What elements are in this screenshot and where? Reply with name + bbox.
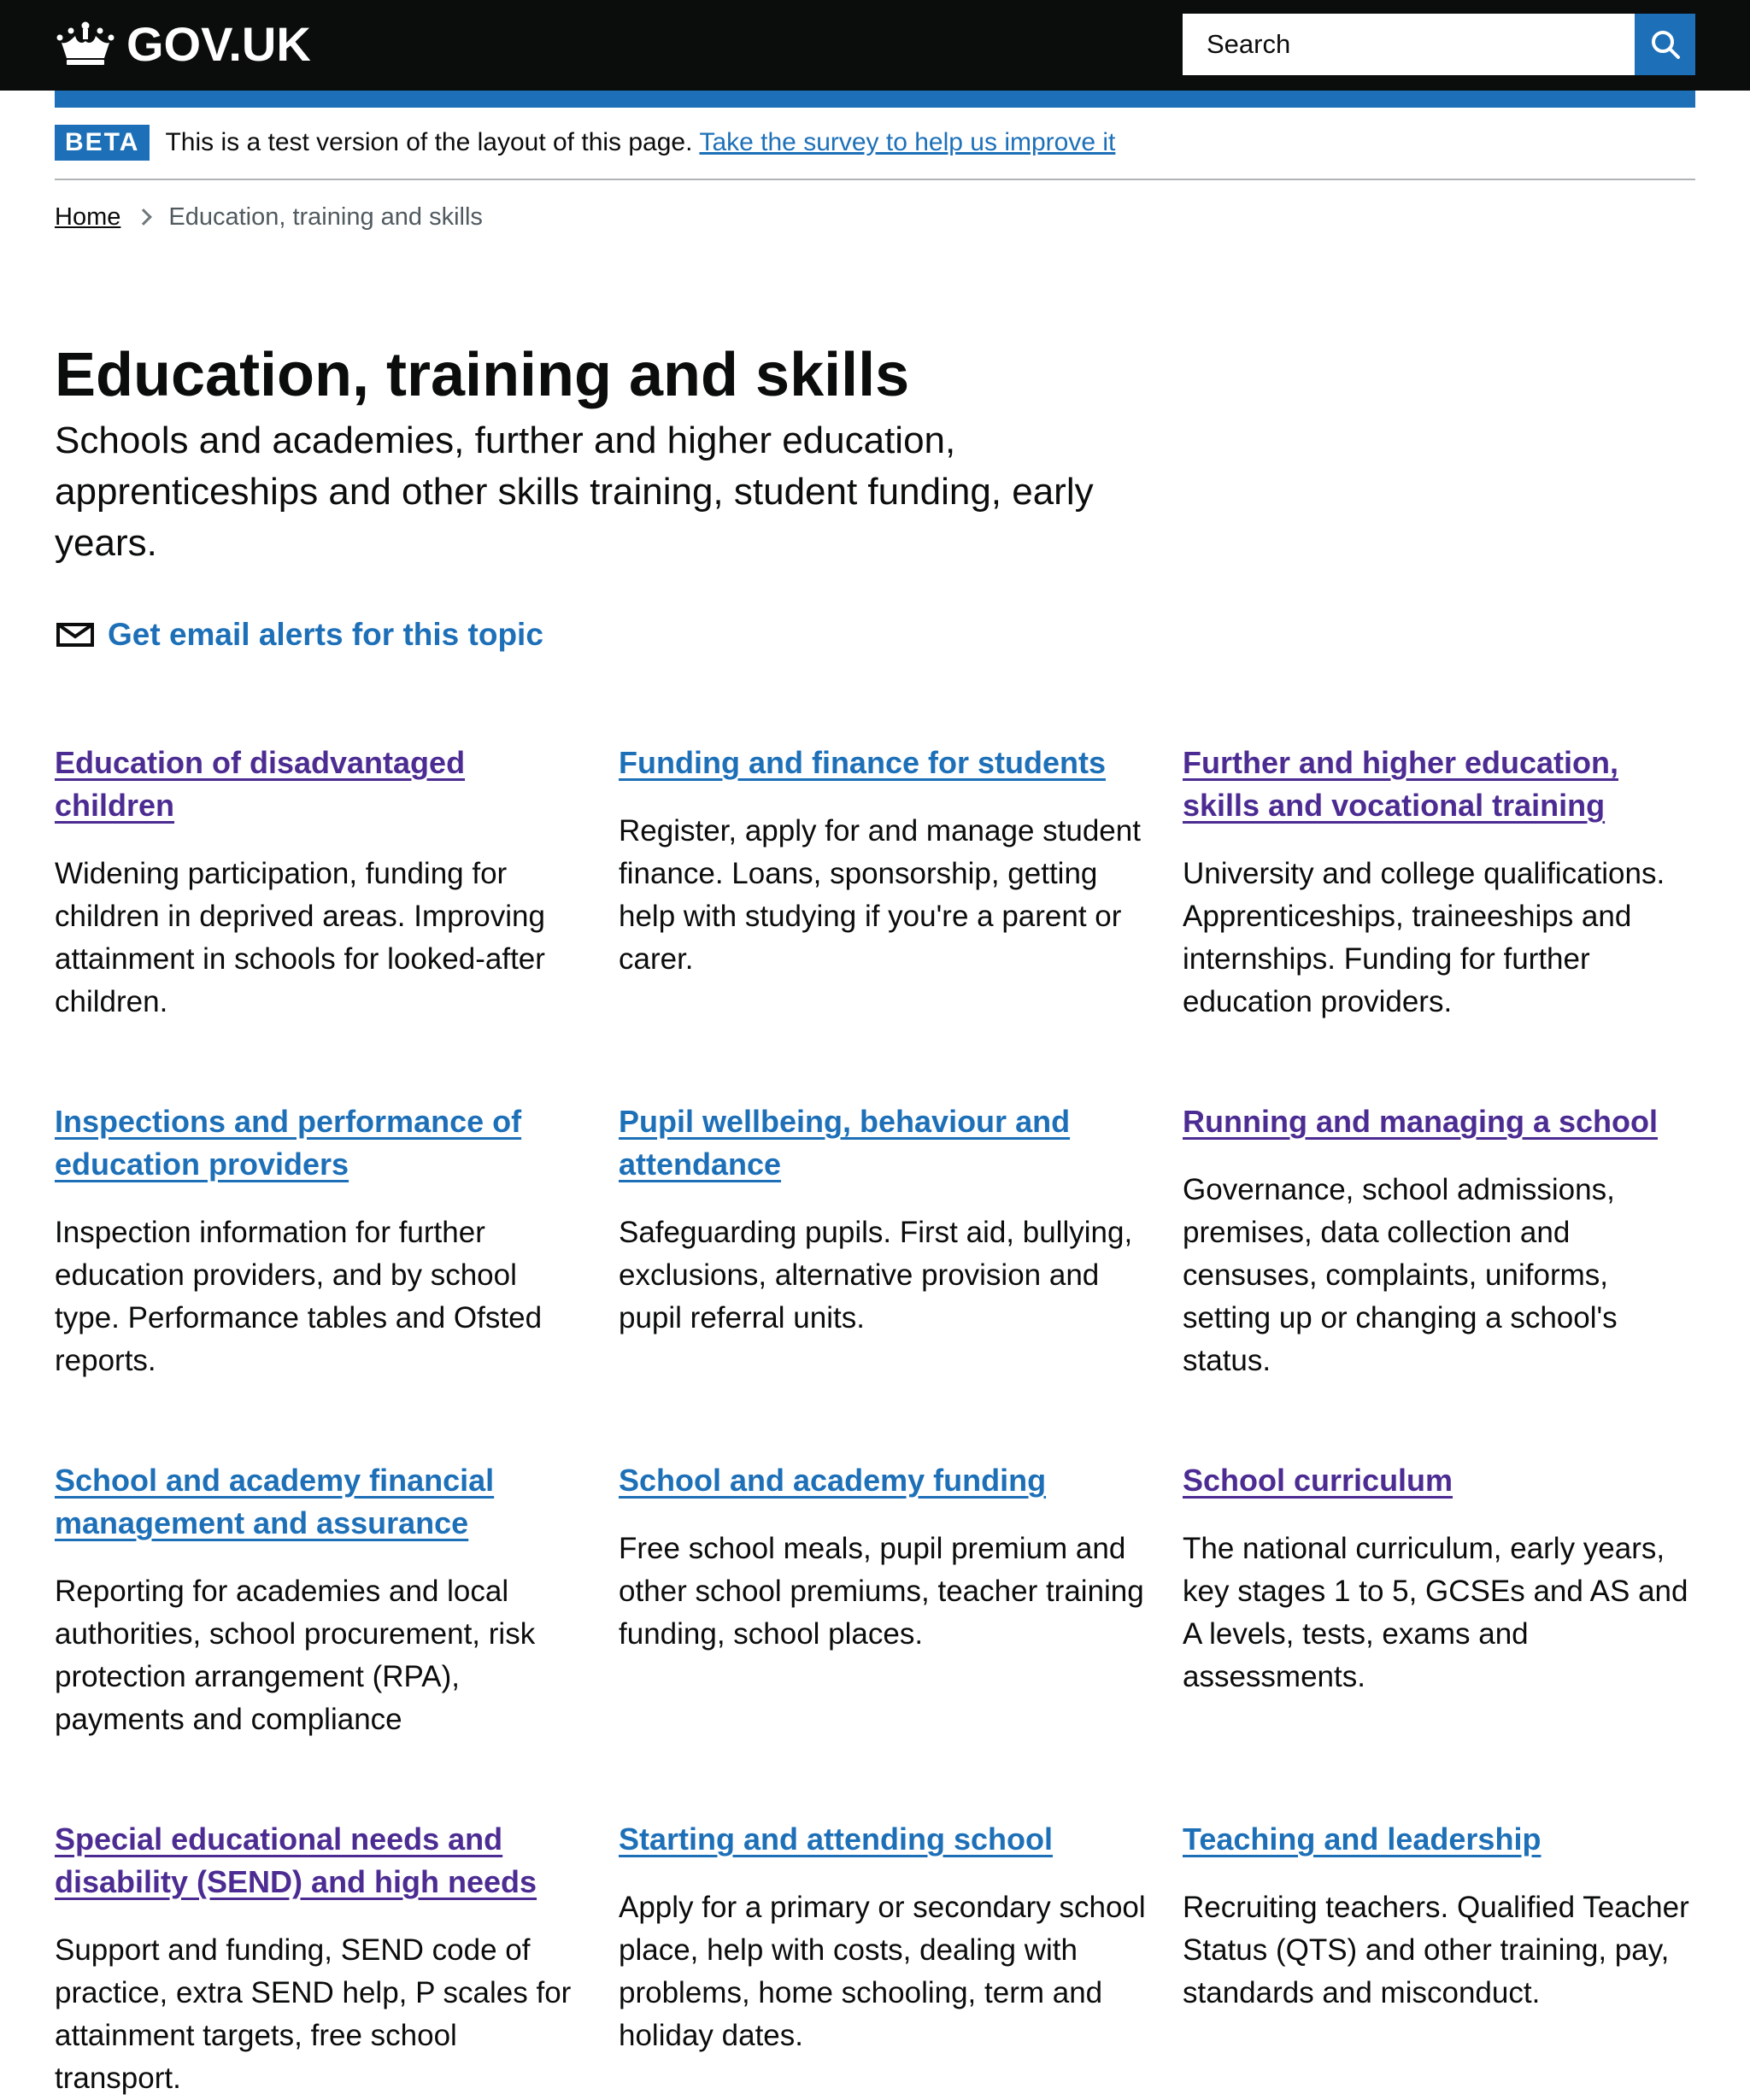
topic-card	[619, 742, 1148, 981]
email-alerts-signup	[55, 612, 543, 658]
topic-card	[1183, 1459, 1695, 1698]
topic-description: Recruiting teachers. Qualified Teacher Status (QTS) and other training, pay, standards and misconduct.	[1183, 1891, 1689, 2009]
search-form	[1183, 14, 1695, 75]
breadcrumb-current: Education, training and skills	[168, 203, 483, 231]
topic-link[interactable]: Running and managing a school	[1183, 1104, 1659, 1139]
search-button[interactable]	[1635, 14, 1695, 75]
topic-link[interactable]: Inspections and performance of education providers	[55, 1104, 522, 1182]
topic-link[interactable]: School and academy financial management and assurance	[55, 1463, 495, 1540]
breadcrumb-home-link[interactable]: Home	[55, 203, 121, 231]
header-accent-bar	[55, 91, 1695, 108]
search-input[interactable]	[1183, 14, 1635, 75]
phase-banner	[55, 125, 1115, 161]
page-title: Education, training and skills	[55, 341, 910, 409]
page-description: Schools and academies, further and higher education, apprenticeships and other skills training, student funding, early years.	[55, 419, 1094, 564]
topic-link[interactable]: Funding and finance for students	[619, 745, 1106, 780]
envelope-icon	[55, 621, 96, 648]
topic-link[interactable]: School and academy funding	[619, 1463, 1047, 1498]
topic-card	[55, 742, 584, 1024]
topic-description: University and college qualifications. Apprenticeships, traineeships and internships. Funding for further education providers.	[1183, 857, 1665, 1018]
email-alerts-link[interactable]: Get email alerts for this topic	[108, 617, 543, 652]
topic-link[interactable]: Pupil wellbeing, behaviour and attendance	[619, 1104, 1071, 1182]
topic-link[interactable]: Starting and attending school	[619, 1821, 1054, 1857]
topic-description: Free school meals, pupil premium and other school premiums, teacher training funding, school places.	[619, 1532, 1144, 1651]
search-icon	[1649, 28, 1682, 61]
crown-icon	[55, 21, 116, 68]
topic-card	[619, 1818, 1148, 2057]
topic-description: Inspection information for further education providers, and by school type. Performance tables and Ofsted reports.	[55, 1216, 543, 1377]
govuk-logo-link[interactable]	[55, 17, 311, 72]
topic-link[interactable]: Special educational needs and disability (SEND) and high needs	[55, 1821, 537, 1899]
survey-link[interactable]: Take the survey to help us improve it	[699, 128, 1116, 156]
topic-link[interactable]: Further and higher education, skills and vocational training	[1183, 745, 1619, 823]
topic-description: Widening participation, funding for children in deprived areas. Improving attainment in schools for looked-after children.	[55, 857, 545, 1018]
topic-description: Apply for a primary or secondary school place, help with costs, dealing with problems, home schooling, term and holiday dates.	[619, 1891, 1146, 2052]
topic-link[interactable]: Teaching and leadership	[1183, 1821, 1542, 1857]
topic-card	[1183, 1818, 1695, 2015]
topic-card	[55, 1818, 584, 2100]
breadcrumb	[55, 200, 483, 234]
topic-card	[55, 1459, 584, 1741]
topic-description: The national curriculum, early years, key stages 1 to 5, GCSEs and AS and A levels, tests, exams and assessments.	[1183, 1532, 1688, 1693]
topic-description: Reporting for academies and local authorities, school procurement, risk protection arrangement (RPA), payments and compliance	[55, 1575, 536, 1736]
phase-divider	[55, 179, 1695, 180]
topic-link[interactable]: School curriculum	[1183, 1463, 1453, 1498]
topic-card	[1183, 742, 1695, 1024]
topic-card	[619, 1100, 1148, 1340]
topic-card	[55, 1100, 584, 1382]
site-header	[0, 0, 1750, 91]
chevron-right-icon	[135, 208, 152, 226]
topic-description: Governance, school admissions, premises, data collection and censuses, complaints, uniforms, setting up or changing a school's status.	[1183, 1173, 1618, 1377]
topic-link[interactable]: Education of disadvantaged children	[55, 745, 466, 823]
topic-description: Safeguarding pupils. First aid, bullying, exclusions, alternative provision and pupil referral units.	[619, 1216, 1133, 1334]
topic-card	[1183, 1100, 1695, 1382]
topic-description: Register, apply for and manage student finance. Loans, sponsorship, getting help with studying if you're a parent or carer.	[619, 814, 1141, 976]
phase-tag: BETA	[55, 125, 150, 161]
topic-card	[619, 1459, 1148, 1656]
topic-description: Support and funding, SEND code of practice, extra SEND help, P scales for attainment targets, free school transport.	[55, 1933, 572, 2095]
logo-text: GOV.UK	[126, 17, 311, 71]
phase-text: This is a test version of the layout of this page.	[165, 128, 693, 156]
